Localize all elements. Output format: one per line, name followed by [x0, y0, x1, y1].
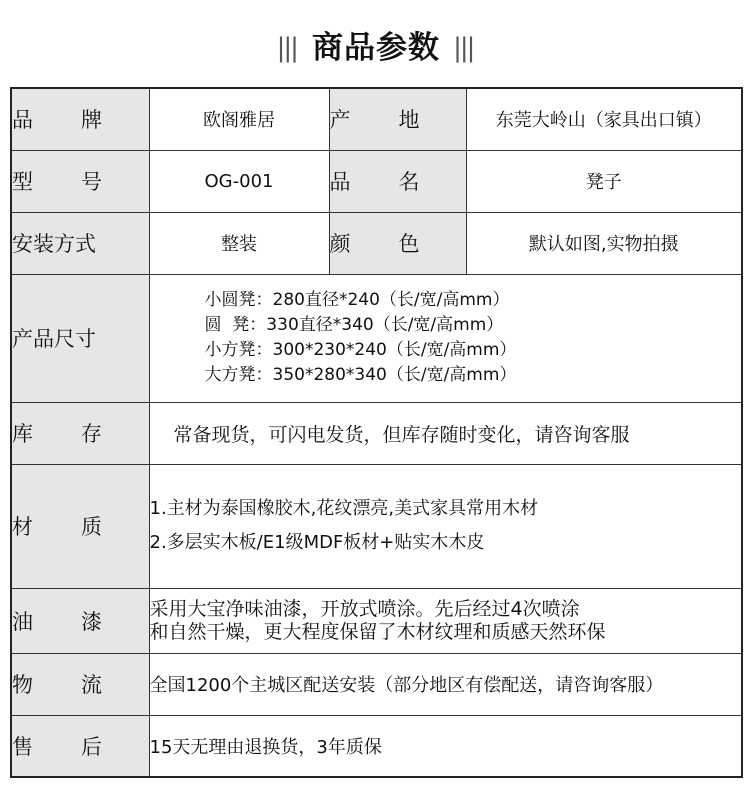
stock-value: 常备现货，可闪电发货，但库存随时变化，请咨询客服: [149, 402, 742, 464]
origin-label: [329, 88, 466, 150]
name-label: [329, 150, 466, 212]
color-label: [329, 212, 466, 274]
name-label-b: 名: [398, 170, 420, 194]
color-value: 默认如图,实物拍摄: [466, 212, 742, 274]
aftersale-label-a: 售: [12, 734, 33, 759]
paint-label-b: 漆: [81, 609, 102, 634]
model-label-b: 号: [81, 170, 102, 194]
material-label: [11, 464, 149, 588]
model-label-a: 型: [12, 170, 33, 194]
page-title: 商品参数: [312, 30, 440, 66]
material-label-a: 材: [12, 515, 33, 539]
install-label: 安装方式: [11, 212, 149, 274]
table-row: [11, 653, 742, 715]
paint-label: [11, 588, 149, 653]
aftersale-label: [11, 715, 149, 777]
name-value: 凳子: [466, 150, 742, 212]
material-line: 2.多层实木板/E1级MDF板材+贴实木木皮: [149, 532, 485, 553]
paint-line: 采用大宝净味油漆，开放式喷涂。先后经过4次喷涂: [149, 597, 580, 620]
install-value: 整装: [149, 212, 329, 274]
table-row: [11, 212, 742, 274]
material-label-b: 质: [81, 515, 102, 539]
origin-value: 东莞大岭山（家具出口镇）: [466, 88, 742, 150]
logistics-label-a: 物: [12, 673, 33, 697]
aftersale-label-b: 后: [81, 734, 102, 759]
origin-label-a: 产: [329, 108, 351, 133]
aftersale-value: 15天无理由退换货，3年质保: [149, 715, 742, 777]
color-label-a: 颜: [329, 232, 351, 256]
model-label: [11, 150, 149, 212]
table-row: [11, 402, 742, 464]
size-label: 产品尺寸: [11, 274, 149, 402]
stock-label: [11, 402, 149, 464]
size-line: 大方凳：350*280*340（长/宽/高mm）: [204, 365, 517, 385]
size-line: 小方凳：300*230*240（长/宽/高mm）: [204, 340, 517, 360]
size-value: [149, 274, 742, 402]
color-label-b: 色: [398, 232, 420, 256]
size-line: 小圆凳：280直径*240（长/宽/高mm）: [204, 290, 510, 310]
paint-line: 和自然干燥，更大程度保留了木材纹理和质感天然环保: [149, 620, 606, 643]
title-decoration-left: |||: [276, 33, 297, 63]
material-line: 1.主材为泰国橡胶木,花纹漂亮,美式家具常用木材: [149, 498, 539, 519]
table-row: [11, 88, 742, 150]
table-row: [11, 588, 742, 653]
origin-label-b: 地: [398, 108, 420, 133]
name-label-a: 品: [329, 170, 351, 194]
model-value: OG-001: [149, 150, 329, 212]
page-header: [0, 22, 750, 67]
title-decoration-right: |||: [453, 33, 474, 63]
brand-label-a: 品: [12, 108, 33, 133]
material-value: [149, 464, 742, 588]
paint-label-a: 油: [12, 609, 33, 634]
brand-label-b: 牌: [81, 108, 102, 133]
spec-table: [10, 87, 743, 778]
table-row: [11, 150, 742, 212]
table-row: [11, 274, 742, 402]
table-row: [11, 715, 742, 777]
brand-label: [11, 88, 149, 150]
table-row: [11, 464, 742, 588]
logistics-value: 全国1200个主城区配送安装（部分地区有偿配送，请咨询客服）: [149, 653, 742, 715]
logistics-label: [11, 653, 149, 715]
size-line: 圆 凳：330直径*340（长/宽/高mm）: [204, 315, 504, 335]
paint-value: [149, 588, 742, 653]
stock-label-a: 库: [12, 422, 33, 446]
brand-value: 欧阁雅居: [149, 88, 329, 150]
logistics-label-b: 流: [81, 673, 102, 697]
stock-label-b: 存: [81, 422, 102, 446]
